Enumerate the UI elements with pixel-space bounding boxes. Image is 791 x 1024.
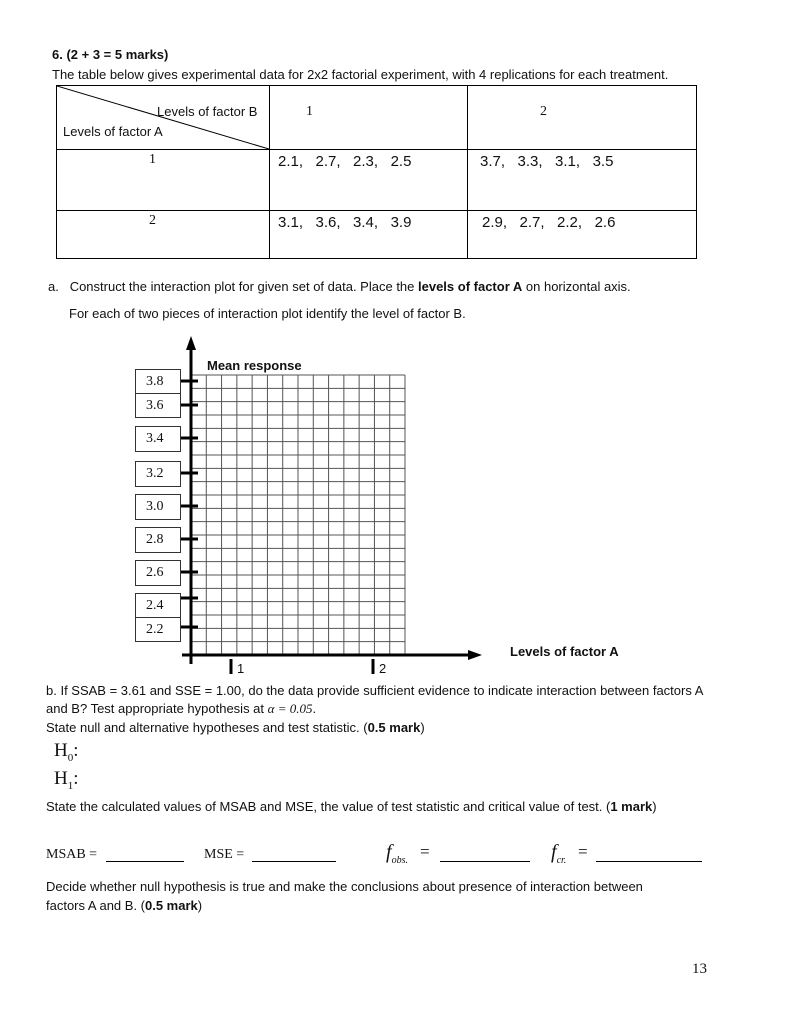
part-b-text: and B? Test appropriate hypothesis at bbox=[46, 701, 268, 716]
mark-value: 0.5 mark bbox=[145, 898, 198, 913]
msab-answer-field[interactable] bbox=[106, 847, 184, 862]
part-b-text: factors A and B. ( bbox=[46, 898, 145, 913]
header-factor-a: Levels of factor A bbox=[63, 124, 163, 139]
part-b-line3 bbox=[46, 720, 425, 735]
h0-colon: : bbox=[73, 740, 79, 761]
h1-label bbox=[54, 768, 79, 792]
part-b-line6 bbox=[46, 898, 202, 913]
f-obs-sub: obs. bbox=[391, 855, 408, 866]
part-b-line5: Decide whether null hypothesis is true and make the conclusions about presence of interaction between bbox=[46, 879, 643, 894]
part-b-text-end: ) bbox=[652, 799, 657, 814]
header-factor-b: Levels of factor B bbox=[157, 104, 258, 119]
f-obs-answer-field[interactable] bbox=[440, 847, 530, 862]
column-level-2: 2 bbox=[540, 104, 547, 119]
y-label-box: 2.6 bbox=[135, 560, 181, 586]
h1-letter: H bbox=[54, 768, 68, 789]
question-intro: The table below gives experimental data for 2x2 factorial experiment, with 4 replications for each treatment. bbox=[52, 67, 669, 82]
h1-colon: : bbox=[73, 768, 79, 789]
f-cr-label bbox=[551, 841, 566, 866]
f-cr-answer-field[interactable] bbox=[596, 847, 702, 862]
part-a-bold: levels of factor A bbox=[418, 279, 523, 294]
y-label-box: 3.8 bbox=[135, 369, 181, 394]
column-level-1: 1 bbox=[306, 104, 313, 119]
h0-label bbox=[54, 740, 79, 764]
x-label-2: 2 bbox=[379, 661, 387, 676]
part-b-text-end: ) bbox=[197, 898, 203, 913]
y-axis-title: Mean response bbox=[207, 358, 302, 373]
f-cr-equals: = bbox=[578, 842, 588, 861]
part-b-text: State the calculated values of MSAB and MSE, the value of test statistic and critical value of test. ( bbox=[46, 799, 611, 814]
y-label-box: 3.2 bbox=[135, 461, 181, 487]
question-heading: 6. (2 + 3 = 5 marks) bbox=[52, 47, 169, 62]
y-axis-arrow bbox=[186, 336, 196, 350]
cell-values: 3.7, 3.3, 3.1, 3.5 bbox=[480, 153, 614, 170]
mse-answer-field[interactable] bbox=[252, 847, 336, 862]
y-label-box: 2.4 bbox=[135, 593, 181, 618]
f-cr-letter: f bbox=[551, 841, 557, 863]
alpha-value: α = 0.05 bbox=[267, 701, 313, 716]
y-label-box: 2.8 bbox=[135, 527, 181, 553]
f-obs-label bbox=[386, 841, 408, 866]
cell-values: 3.1, 3.6, 3.4, 3.9 bbox=[278, 214, 412, 231]
part-b-line1: b. If SSAB = 3.61 and SSE = 1.00, do the data provide sufficient evidence to indicate interaction between factors A bbox=[46, 683, 704, 698]
row-level: 1 bbox=[149, 152, 156, 167]
part-b-text-end: ) bbox=[420, 720, 425, 735]
f-obs-letter: f bbox=[386, 841, 392, 863]
part-a-text-end: on horizontal axis. bbox=[522, 279, 631, 294]
row-level: 2 bbox=[149, 213, 156, 228]
part-a-text: Construct the interaction plot for given set of data. Place the bbox=[69, 279, 418, 294]
page-number: 13 bbox=[692, 961, 707, 977]
part-a-label: a. bbox=[48, 279, 59, 294]
part-a-line2: For each of two pieces of interaction plot identify the level of factor B. bbox=[69, 306, 466, 321]
mark-value: 0.5 mark bbox=[367, 720, 421, 735]
y-label-box: 3.4 bbox=[135, 426, 181, 452]
h0-sub: 0 bbox=[67, 751, 74, 764]
x-axis-arrow bbox=[468, 650, 482, 660]
y-label-box: 3.0 bbox=[135, 494, 181, 520]
f-cr-sub: cr. bbox=[556, 855, 567, 866]
x-label-1: 1 bbox=[237, 661, 245, 676]
y-label-box: 3.6 bbox=[135, 393, 181, 418]
f-obs-equals: = bbox=[420, 842, 430, 861]
cell-values: 2.9, 2.7, 2.2, 2.6 bbox=[482, 214, 616, 231]
cell-values: 2.1, 2.7, 2.3, 2.5 bbox=[278, 153, 412, 170]
h1-sub: 1 bbox=[67, 779, 74, 792]
part-b-period: . bbox=[312, 701, 317, 716]
msab-label: MSAB = bbox=[46, 847, 98, 862]
h0-letter: H bbox=[54, 740, 68, 761]
part-b-text: State null and alternative hypotheses and test statistic. ( bbox=[46, 720, 368, 735]
mse-label: MSE = bbox=[204, 847, 245, 862]
x-axis-title: Levels of factor A bbox=[510, 644, 619, 659]
mark-value: 1 mark bbox=[610, 799, 653, 814]
part-b-line4 bbox=[46, 799, 657, 814]
y-label-box: 2.2 bbox=[135, 617, 181, 642]
part-b-line2 bbox=[46, 701, 316, 717]
